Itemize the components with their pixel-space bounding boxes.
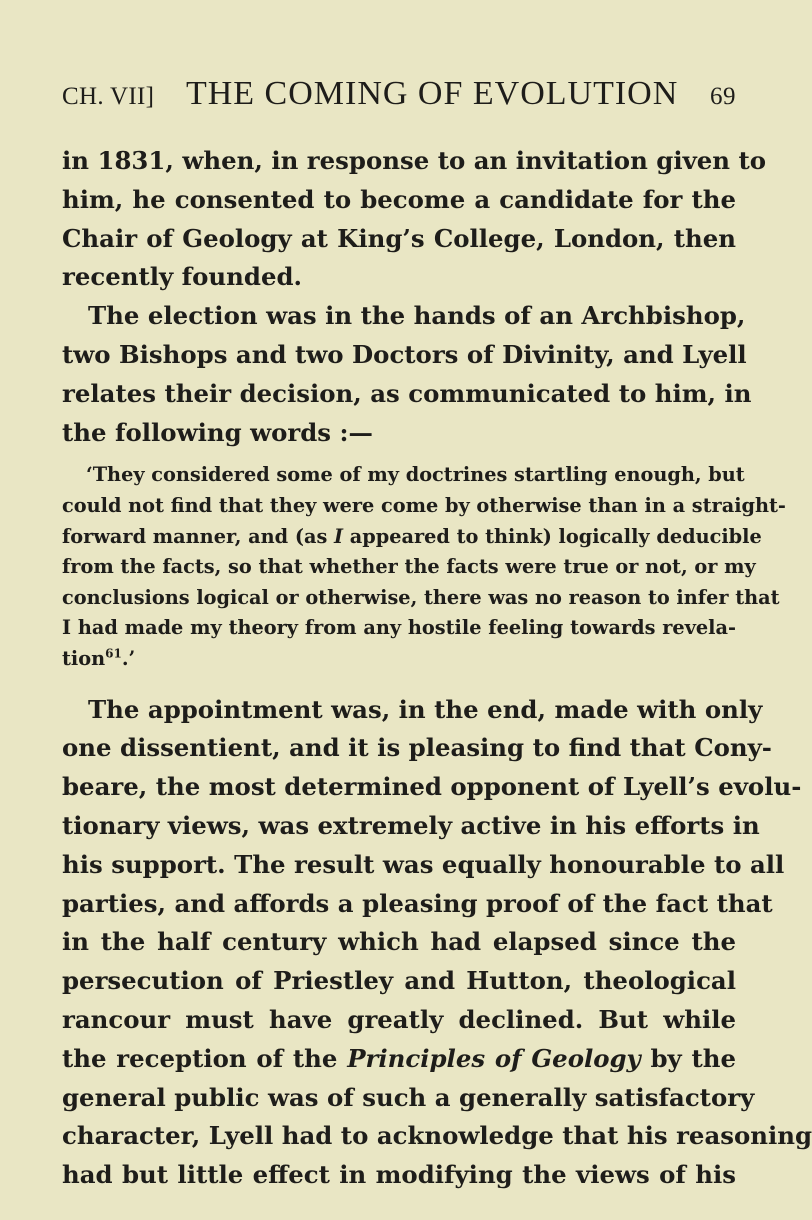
running-head — [62, 72, 736, 116]
running-title: THE COMING OF EVOLUTION — [185, 75, 679, 112]
text-line: The appointment was, in the end, made with only — [88, 694, 763, 724]
quote-line: could not find that they were come by otherwise than in a straight- — [62, 493, 786, 517]
text-line: one dissentient, and it is pleasing to find that Cony- — [62, 733, 772, 763]
quote-line: conclusions logical or otherwise, there was no reason to infer that — [62, 585, 780, 609]
text-line: The election was in the hands of an Archbishop, — [88, 301, 746, 331]
block-quote — [62, 460, 786, 674]
text-line: Chair of Geology at King’s College, London, then — [62, 223, 736, 253]
footnote-ref: 61 — [105, 646, 122, 661]
quote-line: forward manner, and (as I appeared to think) logically deducible — [62, 524, 762, 548]
text-line: general public was of such a generally satisfactory — [62, 1082, 755, 1112]
text-line: relates their decision, as communicated to him, in — [62, 378, 752, 408]
book-page — [62, 72, 812, 1195]
text-line: his support. The result was equally honourable to all — [62, 849, 785, 879]
quote-line: from the facts, so that whether the facts were true or not, or my — [62, 555, 756, 579]
quote-line: I had made my theory from any hostile feeling towards revela- — [62, 616, 736, 640]
text-line: the reception of the Principles of Geology by the — [62, 1043, 737, 1073]
text-line: in 1831, when, in response to an invitation given to — [62, 146, 767, 175]
text-line: tionary views, was extremely active in his efforts in — [62, 810, 760, 840]
paragraph-1 — [62, 142, 767, 297]
text-line: him, he consented to become a candidate for the — [62, 184, 736, 214]
text-line: in the half century which had elapsed since the — [62, 927, 736, 957]
italic-pronoun: I — [334, 524, 344, 548]
quote-line: tion$^{61}$.’ — [62, 646, 136, 670]
quote-line: ‘They considered some of my doctrines startling enough, but — [86, 463, 745, 487]
text-line: the following words :— — [62, 417, 373, 447]
page-number: 69 — [710, 83, 736, 110]
chapter-label: CH. VII] — [62, 83, 155, 110]
text-line: had but little effect in modifying the views of his — [62, 1160, 736, 1190]
text-line: two Bishops and two Doctors of Divinity, and Lyell — [62, 339, 747, 369]
text-line: recently founded. — [62, 262, 303, 292]
text-line: rancour must have greatly declined. But while — [62, 1004, 736, 1034]
text-line: character, Lyell had to acknowledge that his reasoning — [62, 1121, 812, 1151]
paragraph-2 — [62, 297, 752, 452]
text-line: parties, and affords a pleasing proof of the fact that — [62, 888, 773, 918]
paragraph-3 — [62, 691, 812, 1195]
text-line: beare, the most determined opponent of Lyell’s evolu- — [62, 772, 802, 802]
text-line: persecution of Priestley and Hutton, theological — [62, 966, 736, 996]
book-title: Principles of Geology — [347, 1043, 641, 1073]
